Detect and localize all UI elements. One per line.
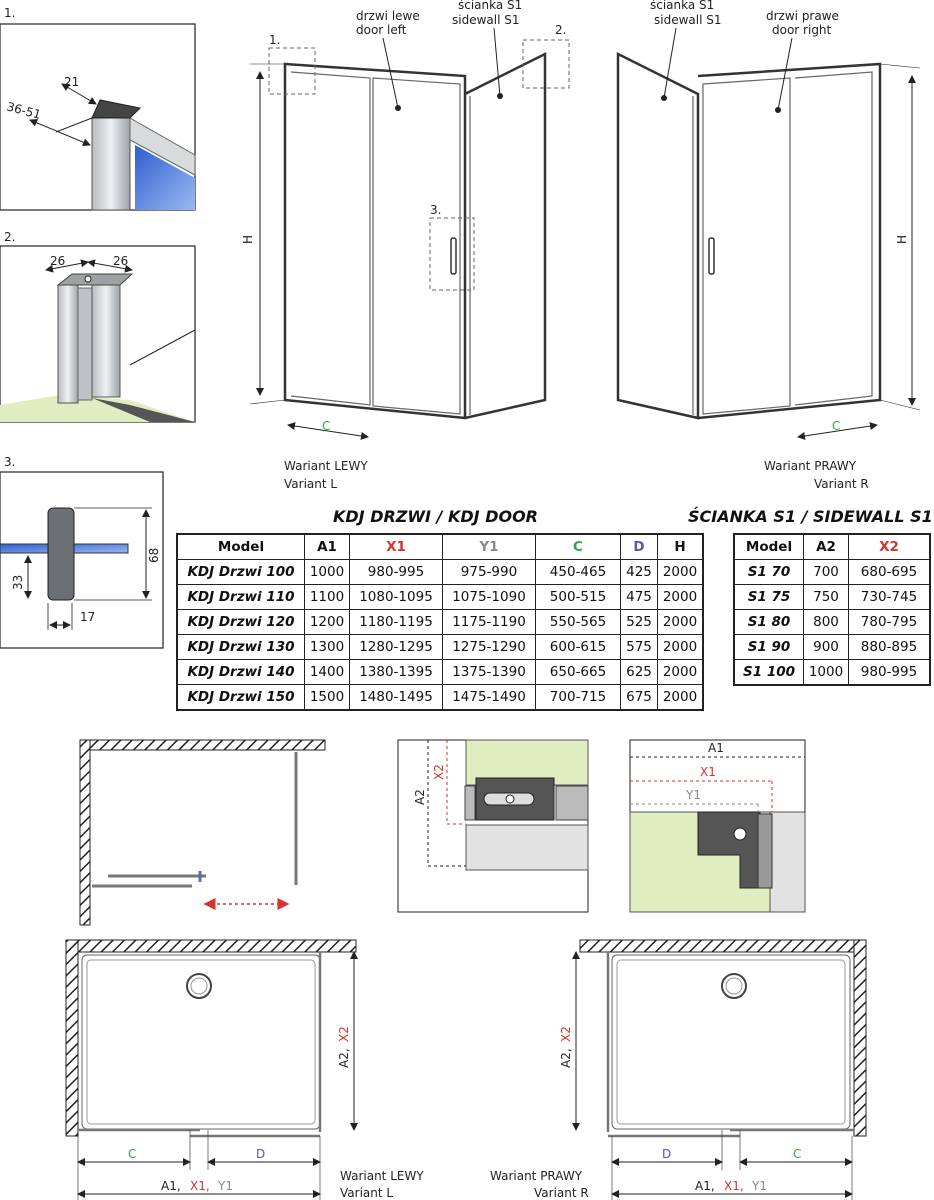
door-table-title: KDJ DRZWI / KDJ DOOR (333, 507, 538, 526)
sidewall-table-cell: 1000 (804, 660, 849, 686)
sidewall-table-row (734, 610, 930, 635)
door-table-cell: 1075-1090 (443, 585, 536, 610)
door-table-cell: 980-995 (350, 560, 443, 585)
install-x2-label: X2 (432, 764, 446, 780)
detail-3 (0, 455, 163, 648)
door-table-cell: 1200 (305, 610, 350, 635)
plan-right-x2: X2 (559, 1026, 573, 1042)
door-left-label-en: door left (356, 23, 407, 37)
door-table-cell: 1300 (305, 635, 350, 660)
detail-3-dim-w: 17 (80, 610, 96, 624)
plan-left-d: D (256, 1147, 266, 1161)
door-table-row (177, 560, 703, 585)
sidewall-table-cell: 780-795 (849, 610, 931, 635)
detail-2-dim-a: 26 (50, 254, 66, 268)
callout-1: 1. (269, 33, 281, 47)
door-table-cell: 2000 (658, 635, 704, 660)
callout-3: 3. (430, 203, 442, 217)
plan-right-variant-en: Variant R (534, 1186, 589, 1200)
plan-right-variant-pl: Wariant PRAWY (490, 1169, 583, 1183)
plan-left-a2: A2, (337, 1048, 351, 1068)
door-table-cell: 600-615 (536, 635, 621, 660)
door-table-row (177, 685, 703, 711)
door-col-y1: Y1 (443, 534, 536, 560)
door-table-cell: KDJ Drzwi 110 (177, 585, 305, 610)
sidewall-table-row (734, 660, 930, 686)
door-col-model: Model (177, 534, 305, 560)
door-table-cell: 1275-1290 (443, 635, 536, 660)
side-col-model: Model (734, 534, 804, 560)
install-y1-label: Y1 (686, 788, 701, 802)
door-table-cell: 700-715 (536, 685, 621, 711)
door-table-cell: 1000 (305, 560, 350, 585)
install-detail-a2 (398, 740, 588, 912)
door-table-cell: 500-515 (536, 585, 621, 610)
variant-left-en: Variant L (284, 477, 338, 491)
door-left-label-pl: drzwi lewe (356, 9, 420, 23)
detail-2-number: 2. (4, 230, 16, 244)
door-table-row (177, 585, 703, 610)
sidewall-table-cell: 750 (804, 585, 849, 610)
plan-right-d: D (662, 1147, 672, 1161)
install-detail-a1 (630, 740, 805, 912)
sidewall-table-cell: 730-745 (849, 585, 931, 610)
door-table-cell: 675 (621, 685, 658, 711)
detail-3-dim-h: 68 (147, 547, 161, 563)
door-table-cell: KDJ Drzwi 150 (177, 685, 305, 711)
door-table-cell: 1480-1495 (350, 685, 443, 711)
side-col-x2: X2 (849, 534, 931, 560)
door-col-a1: A1 (305, 534, 350, 560)
door-table-cell: 625 (621, 660, 658, 685)
sidewall-table-title: ŚCIANKA S1 / SIDEWALL S1 (688, 507, 933, 526)
door-table-cell: 1500 (305, 685, 350, 711)
sidewall-table-row (734, 585, 930, 610)
door-col-x1: X1 (350, 534, 443, 560)
detail-2-dim-b: 26 (113, 254, 129, 268)
plan-right-c: C (793, 1147, 802, 1161)
detail-3-dim-low: 33 (11, 574, 25, 590)
detail-3-number: 3. (4, 455, 16, 469)
door-table-row (177, 660, 703, 685)
door-table-cell: 575 (621, 635, 658, 660)
door-table-cell: KDJ Drzwi 120 (177, 610, 305, 635)
door-col-c: C (536, 534, 621, 560)
plan-right-x1: X1, (724, 1179, 744, 1193)
door-table-cell: 2000 (658, 610, 704, 635)
door-right-label-pl: drzwi prawe (766, 9, 839, 23)
elevation-left-h: H (241, 234, 255, 244)
door-table-cell: 425 (621, 560, 658, 585)
plan-variant-right (490, 940, 866, 1200)
door-table-cell: 1400 (305, 660, 350, 685)
door-table-cell: 1180-1195 (350, 610, 443, 635)
door-table-cell: 1475-1490 (443, 685, 536, 711)
door-right-label-en: door right (772, 23, 832, 37)
variant-right-en: Variant R (814, 477, 869, 491)
plan-right-a1: A1, (695, 1179, 715, 1193)
elevation-variant-left (241, 0, 569, 491)
plan-left-x2: X2 (337, 1026, 351, 1042)
sidewall-table-cell: 880-895 (849, 635, 931, 660)
door-table-cell: 1100 (305, 585, 350, 610)
door-table-cell: 2000 (658, 685, 704, 711)
variant-left-pl: Wariant LEWY (284, 459, 368, 473)
door-table-cell: 550-565 (536, 610, 621, 635)
plan-left-variant-en: Variant L (340, 1186, 394, 1200)
door-table-cell: KDJ Drzwi 140 (177, 660, 305, 685)
elevation-right-c: C (832, 419, 841, 433)
install-x1-label: X1 (700, 765, 716, 779)
sidewall-table-cell: 700 (804, 560, 849, 585)
door-table-cell: 2000 (658, 560, 704, 585)
install-a2-label: A2 (413, 789, 427, 805)
sidewall-table-row (734, 560, 930, 585)
side-col-a2: A2 (804, 534, 849, 560)
sidewall-table-cell: S1 75 (734, 585, 804, 610)
plan-right-a2: A2, (559, 1048, 573, 1068)
sidewall-table-cell: S1 100 (734, 660, 804, 686)
door-table-row (177, 610, 703, 635)
plan-variant-left (66, 940, 424, 1200)
door-col-d: D (621, 534, 658, 560)
sidewall-table-cell: 900 (804, 635, 849, 660)
sidewall-right-label-en: sidewall S1 (654, 13, 722, 27)
door-table-cell: 2000 (658, 660, 704, 685)
sidewall-table-cell: S1 70 (734, 560, 804, 585)
sidewall-table (733, 533, 931, 686)
detail-1 (0, 6, 195, 210)
door-table-cell: KDJ Drzwi 100 (177, 560, 305, 585)
door-table-cell: KDJ Drzwi 130 (177, 635, 305, 660)
sidewall-right-label-pl: ścianka S1 (650, 0, 715, 12)
plan-left-a1: A1, (161, 1179, 181, 1193)
elevation-left-c: C (322, 419, 331, 433)
plan-right-y1: Y1 (752, 1179, 767, 1193)
door-table-cell: 1375-1390 (443, 660, 536, 685)
detail-2 (0, 230, 195, 422)
sidewall-table-cell: S1 90 (734, 635, 804, 660)
door-table-row (177, 635, 703, 660)
door-table-cell: 650-665 (536, 660, 621, 685)
sliding-plan-sketch (80, 740, 325, 925)
plan-left-c: C (128, 1147, 137, 1161)
door-table-cell: 475 (621, 585, 658, 610)
elevation-variant-right (618, 0, 920, 491)
plan-left-y1: Y1 (218, 1179, 233, 1193)
sidewall-left-label-en: sidewall S1 (452, 13, 520, 27)
door-table-cell: 450-465 (536, 560, 621, 585)
variant-right-pl: Wariant PRAWY (764, 459, 857, 473)
door-table-cell: 525 (621, 610, 658, 635)
door-table-cell: 1175-1190 (443, 610, 536, 635)
door-table-cell: 975-990 (443, 560, 536, 585)
plan-left-x1: X1, (190, 1179, 210, 1193)
sidewall-table-row (734, 635, 930, 660)
sidewall-table-cell: 680-695 (849, 560, 931, 585)
elevation-right-h: H (895, 234, 909, 244)
door-table-cell: 1380-1395 (350, 660, 443, 685)
sidewall-table-cell: 980-995 (849, 660, 931, 686)
detail-1-dim-a: 21 (64, 75, 80, 89)
detail-1-dim-b: 36-51 (5, 99, 43, 122)
plan-left-variant-pl: Wariant LEWY (340, 1169, 424, 1183)
door-col-h: H (658, 534, 704, 560)
detail-1-number: 1. (4, 6, 16, 20)
sidewall-table-cell: 800 (804, 610, 849, 635)
door-table-cell: 2000 (658, 585, 704, 610)
callout-2: 2. (555, 23, 567, 37)
sidewall-table-cell: S1 80 (734, 610, 804, 635)
sidewall-left-label-pl: ścianka S1 (458, 0, 523, 12)
door-table-cell: 1080-1095 (350, 585, 443, 610)
door-table-cell: 1280-1295 (350, 635, 443, 660)
install-a1-label: A1 (708, 741, 724, 755)
door-table (176, 533, 704, 711)
